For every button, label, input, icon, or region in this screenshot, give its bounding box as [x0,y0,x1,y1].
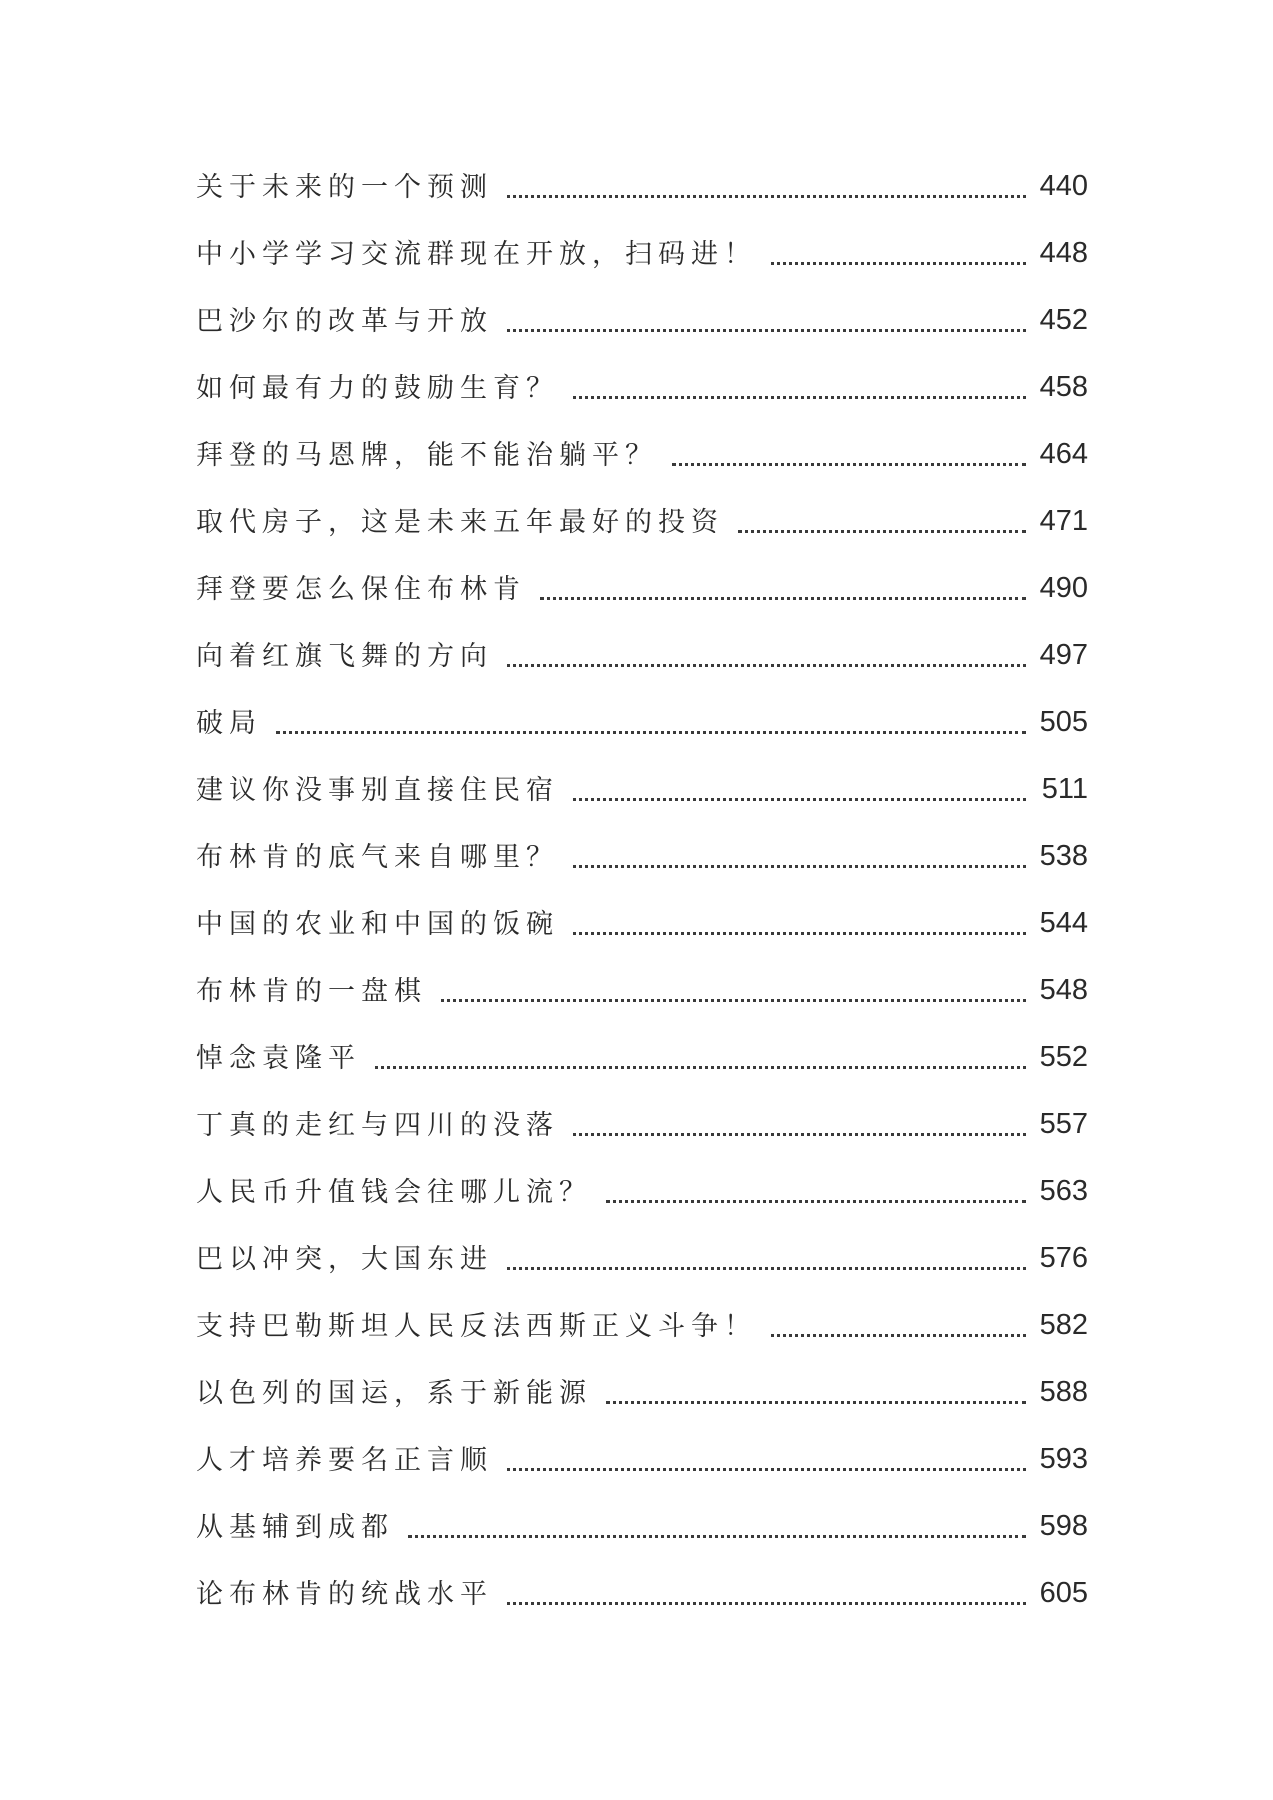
toc-entry[interactable] [196,353,1088,420]
toc-entry-title: 论布林肯的统战水平 [196,1579,493,1610]
toc-entry-page-number: 511 [1041,775,1088,804]
dot-leader [507,664,1026,667]
dot-leader [408,1535,1026,1538]
toc-entry-page-number: 552 [1039,1043,1088,1072]
dot-leader [672,463,1026,466]
toc-entry[interactable] [196,219,1088,286]
dot-leader [573,396,1026,399]
toc-entry-page-number: 458 [1039,373,1088,402]
toc-entry[interactable] [196,621,1088,688]
toc-entry-title: 巴沙尔的改革与开放 [196,306,493,337]
toc-entry-page-number: 490 [1039,574,1088,603]
dot-leader [441,999,1026,1002]
dot-leader [540,597,1026,600]
toc-entry[interactable] [196,688,1088,755]
toc-entry[interactable] [196,1492,1088,1559]
dot-leader [507,195,1026,198]
toc-entry-page-number: 598 [1039,1512,1088,1541]
dot-leader [771,262,1026,265]
dot-leader [507,329,1026,332]
toc-entry-page-number: 593 [1039,1445,1088,1474]
toc-entry-title: 布林肯的一盘棋 [196,976,427,1007]
toc-entry-title: 破局 [196,708,262,739]
toc-entry[interactable] [196,1358,1088,1425]
dot-leader [507,1267,1026,1270]
toc-entry-title: 人民币升值钱会往哪儿流？ [196,1177,592,1208]
toc-entry-title: 悼念袁隆平 [196,1043,361,1074]
toc-entry-page-number: 452 [1039,306,1088,335]
dot-leader [573,1133,1026,1136]
toc-entry[interactable] [196,152,1088,219]
dot-leader [738,530,1026,533]
toc-entry[interactable] [196,956,1088,1023]
toc-entry[interactable] [196,1023,1088,1090]
dot-leader [573,932,1026,935]
toc-entry[interactable] [196,755,1088,822]
toc-entry[interactable] [196,822,1088,889]
toc-entry-title: 以色列的国运，系于新能源 [196,1378,592,1409]
toc-entry-page-number: 548 [1039,976,1088,1005]
toc-entry-title: 如何最有力的鼓励生育？ [196,373,559,404]
toc-entry-page-number: 505 [1039,708,1088,737]
toc-entry-title: 支持巴勒斯坦人民反法西斯正义斗争！ [196,1311,757,1342]
toc-entry-title: 向着红旗飞舞的方向 [196,641,493,672]
toc-entry-title: 取代房子，这是未来五年最好的投资 [196,507,724,538]
toc-entry-page-number: 464 [1039,440,1088,469]
toc-entry[interactable] [196,1157,1088,1224]
toc-entry[interactable] [196,1425,1088,1492]
toc-entry-title: 拜登的马恩牌，能不能治躺平？ [196,440,658,471]
toc-entry-page-number: 471 [1039,507,1088,536]
toc-entry-page-number: 440 [1039,172,1088,201]
toc-entry-title: 拜登要怎么保住布林肯 [196,574,526,605]
toc-entry-title: 丁真的走红与四川的没落 [196,1110,559,1141]
toc-entry-title: 关于未来的一个预测 [196,172,493,203]
toc-entry-page-number: 557 [1039,1110,1088,1139]
dot-leader [507,1602,1026,1605]
toc-entry-title: 人才培养要名正言顺 [196,1445,493,1476]
toc-entry-page-number: 582 [1039,1311,1088,1340]
toc-entry[interactable] [196,554,1088,621]
toc-entry-title: 中小学学习交流群现在开放，扫码进！ [196,239,757,270]
toc-entry[interactable] [196,1559,1088,1626]
toc-entry-title: 建议你没事别直接住民宿 [196,775,559,806]
dot-leader [771,1334,1026,1337]
dot-leader [606,1200,1026,1203]
toc-entry[interactable] [196,286,1088,353]
toc-entry[interactable] [196,1090,1088,1157]
dot-leader [606,1401,1026,1404]
dot-leader [507,1468,1026,1471]
toc-entry-page-number: 576 [1039,1244,1088,1273]
table-of-contents [196,152,1088,1626]
toc-entry-page-number: 448 [1039,239,1088,268]
toc-entry-page-number: 538 [1039,842,1088,871]
toc-entry[interactable] [196,487,1088,554]
toc-entry[interactable] [196,1291,1088,1358]
dot-leader [573,798,1026,801]
dot-leader [573,865,1026,868]
toc-entry-page-number: 544 [1039,909,1088,938]
toc-entry-title: 中国的农业和中国的饭碗 [196,909,559,940]
toc-entry[interactable] [196,889,1088,956]
toc-entry-title: 从基辅到成都 [196,1512,394,1543]
toc-entry[interactable] [196,1224,1088,1291]
toc-entry[interactable] [196,420,1088,487]
toc-entry-page-number: 588 [1039,1378,1088,1407]
toc-entry-title: 巴以冲突，大国东进 [196,1244,493,1275]
dot-leader [375,1066,1026,1069]
dot-leader [276,731,1026,734]
toc-entry-title: 布林肯的底气来自哪里？ [196,842,559,873]
toc-entry-page-number: 497 [1039,641,1088,670]
toc-entry-page-number: 605 [1039,1579,1088,1608]
toc-entry-page-number: 563 [1039,1177,1088,1206]
